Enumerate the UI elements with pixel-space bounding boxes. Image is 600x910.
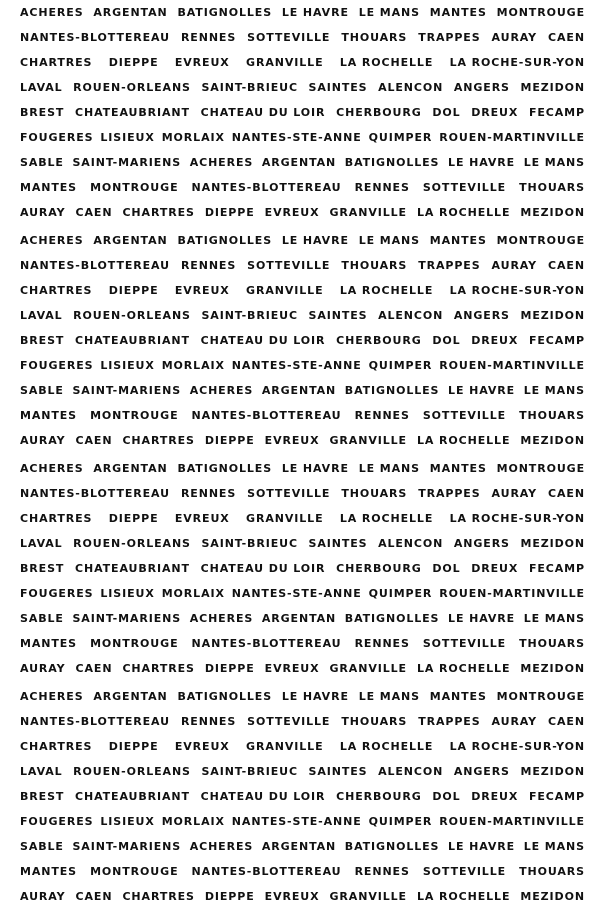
station-name: LE MANS (358, 690, 420, 703)
station-name: DREUX (471, 790, 519, 803)
station-name: MEZIDON (520, 434, 585, 447)
station-name: QUIMPER (368, 359, 433, 372)
station-name: DIEPPE (108, 512, 159, 525)
station-name: CHARTRES (122, 206, 195, 219)
station-name: THOUARS (341, 259, 408, 272)
station-name: CHARTRES (20, 740, 93, 753)
station-name: FECAMP (528, 562, 585, 575)
station-name: AURAY (20, 890, 66, 903)
station-name: RENNES (180, 715, 237, 728)
station-name: MONTROUGE (90, 181, 179, 194)
station-name: MEZIDON (520, 765, 585, 778)
station-line (20, 406, 585, 426)
station-name: GRANVILLE (246, 512, 324, 525)
station-name: AURAY (20, 662, 66, 675)
station-name: ACHERES (189, 384, 254, 397)
station-name: SAINT-MARIENS (72, 384, 182, 397)
station-name: SAINT-BRIEUC (201, 537, 298, 550)
station-name: BATIGNOLLES (344, 156, 440, 169)
station-name: QUIMPER (368, 587, 433, 600)
station-name: ARGENTAN (93, 462, 168, 475)
station-name: LE HAVRE (448, 840, 516, 853)
station-name: NANTES-BLOTTEREAU (20, 487, 170, 500)
station-name: ROUEN-ORLEANS (73, 309, 191, 322)
station-name: MORLAIX (161, 131, 225, 144)
station-name: LA ROCHELLE (339, 284, 434, 297)
station-name: MORLAIX (161, 359, 225, 372)
station-name: BATIGNOLLES (344, 612, 440, 625)
station-name: MANTES (20, 865, 78, 878)
station-name: SOTTEVILLE (422, 865, 507, 878)
station-name: EVREUX (174, 284, 230, 297)
station-name: CHERBOURG (336, 790, 422, 803)
station-name: CAEN (75, 206, 113, 219)
station-name: QUIMPER (368, 131, 433, 144)
station-name: MEZIDON (520, 206, 585, 219)
station-line (20, 634, 585, 654)
station-line (20, 153, 585, 173)
station-name: LE MANS (358, 462, 420, 475)
station-name: MANTES (20, 637, 78, 650)
station-name: FECAMP (528, 334, 585, 347)
station-name: SAINTES (308, 537, 368, 550)
station-line (20, 78, 585, 98)
station-name: MANTES (20, 409, 78, 422)
station-name: CHATEAU DU LOIR (200, 106, 326, 119)
station-name: EVREUX (174, 56, 230, 69)
station-name: BATIGNOLLES (177, 690, 273, 703)
station-name: CHARTRES (122, 434, 195, 447)
station-name: RENNES (180, 31, 237, 44)
station-name: SOTTEVILLE (247, 259, 331, 272)
station-name: BREST (20, 790, 65, 803)
station-line (20, 28, 585, 48)
station-name: DIEPPE (204, 206, 255, 219)
station-line (20, 331, 585, 351)
station-name: BATIGNOLLES (177, 6, 273, 19)
station-name: MONTROUGE (496, 462, 585, 475)
station-name: LE HAVRE (448, 612, 516, 625)
station-name: RENNES (180, 259, 237, 272)
station-name: MANTES (429, 234, 487, 247)
station-name: AURAY (491, 259, 538, 272)
station-line (20, 787, 585, 807)
station-name: SABLE (20, 840, 64, 853)
station-name: MONTROUGE (90, 865, 179, 878)
station-name: ACHERES (189, 156, 254, 169)
station-name: ROUEN-ORLEANS (73, 537, 191, 550)
station-name: LA ROCHELLE (416, 662, 511, 675)
station-name: EVREUX (264, 206, 320, 219)
station-name: THOUARS (519, 409, 585, 422)
station-name: CHARTRES (20, 284, 93, 297)
station-name: FOUGERES (20, 359, 94, 372)
station-name: LA ROCHELLE (416, 206, 511, 219)
station-name: THOUARS (519, 637, 585, 650)
station-name: FOUGERES (20, 131, 94, 144)
station-name: TRAPPES (418, 259, 481, 272)
station-line (20, 459, 585, 479)
station-line (20, 712, 585, 732)
station-name: ALENCON (378, 765, 444, 778)
station-name: SAINTES (308, 765, 368, 778)
station-name: CAEN (548, 487, 585, 500)
station-name: ARGENTAN (93, 6, 168, 19)
station-name: NANTES-BLOTTEREAU (191, 637, 342, 650)
station-name: NANTES-STE-ANNE (231, 131, 362, 144)
station-name: RENNES (180, 487, 237, 500)
station-line (20, 484, 585, 504)
station-name: LISIEUX (100, 131, 155, 144)
station-name: AURAY (491, 487, 538, 500)
station-line (20, 431, 585, 451)
station-name: BATIGNOLLES (177, 462, 273, 475)
station-name: DIEPPE (204, 662, 255, 675)
station-name: DIEPPE (108, 56, 159, 69)
station-name: MONTROUGE (496, 234, 585, 247)
station-name: ALENCON (378, 309, 444, 322)
station-name: ROUEN-MARTINVILLE (439, 131, 585, 144)
station-name: ARGENTAN (261, 840, 337, 853)
station-name: LE MANS (358, 234, 420, 247)
station-line (20, 128, 585, 148)
station-name: DIEPPE (108, 740, 159, 753)
station-name: LE HAVRE (448, 156, 516, 169)
station-name: GRANVILLE (246, 56, 324, 69)
station-name: DIEPPE (204, 434, 255, 447)
station-name: AURAY (20, 434, 66, 447)
station-name: SAINT-MARIENS (72, 156, 182, 169)
station-name: SOTTEVILLE (422, 409, 507, 422)
station-name: MEZIDON (520, 890, 585, 903)
station-name: CAEN (75, 434, 113, 447)
station-name: SAINT-BRIEUC (201, 81, 298, 94)
station-name: ARGENTAN (261, 384, 337, 397)
station-name: ARGENTAN (93, 234, 168, 247)
station-line (20, 356, 585, 376)
station-name: CHARTRES (20, 512, 93, 525)
station-name: ACHERES (20, 6, 84, 19)
station-name: CHATEAUBRIANT (74, 106, 190, 119)
station-name: ANGERS (453, 81, 510, 94)
station-name: QUIMPER (368, 815, 433, 828)
station-name: ANGERS (453, 309, 510, 322)
station-name: NANTES-BLOTTEREAU (20, 259, 170, 272)
station-name: CAEN (75, 662, 113, 675)
station-name: AURAY (20, 206, 66, 219)
station-name: LA ROCHE-SUR-YON (449, 512, 585, 525)
station-name: BATIGNOLLES (177, 234, 273, 247)
station-name: SAINT-MARIENS (72, 612, 182, 625)
station-line (20, 178, 585, 198)
station-name: FOUGERES (20, 815, 94, 828)
station-line (20, 659, 585, 679)
station-name: DREUX (471, 562, 519, 575)
station-name: THOUARS (519, 181, 585, 194)
station-name: ALENCON (378, 81, 444, 94)
station-name: LISIEUX (100, 815, 155, 828)
station-name: GRANVILLE (329, 206, 407, 219)
station-name: GRANVILLE (246, 284, 324, 297)
station-name: ROUEN-MARTINVILLE (439, 587, 585, 600)
station-name: BATIGNOLLES (344, 840, 440, 853)
station-name: MANTES (429, 6, 487, 19)
station-name: RENNES (354, 865, 410, 878)
station-name: CHARTRES (122, 890, 195, 903)
station-name: LE MANS (523, 384, 585, 397)
station-name: ARGENTAN (261, 612, 337, 625)
station-name: SABLE (20, 156, 64, 169)
station-name: NANTES-BLOTTEREAU (191, 409, 342, 422)
station-name: SOTTEVILLE (422, 637, 507, 650)
station-name: MEZIDON (520, 309, 585, 322)
station-name: DREUX (471, 334, 519, 347)
station-name: MEZIDON (520, 537, 585, 550)
station-name: CHATEAUBRIANT (74, 334, 190, 347)
station-name: LA ROCHELLE (416, 434, 511, 447)
station-name: MEZIDON (520, 81, 585, 94)
station-name: MONTROUGE (90, 637, 179, 650)
station-name: FOUGERES (20, 587, 94, 600)
station-name: CHATEAU DU LOIR (200, 334, 326, 347)
station-name: MANTES (429, 690, 487, 703)
station-line (20, 3, 585, 23)
station-name: SOTTEVILLE (247, 715, 331, 728)
station-line (20, 609, 585, 629)
station-name: LA ROCHELLE (416, 890, 511, 903)
station-name: MEZIDON (520, 662, 585, 675)
station-name: NANTES-STE-ANNE (231, 587, 362, 600)
station-name: LAVAL (20, 537, 63, 550)
station-name: EVREUX (264, 662, 320, 675)
station-name: GRANVILLE (329, 890, 407, 903)
station-name: ANGERS (453, 537, 510, 550)
station-name: RENNES (354, 409, 410, 422)
station-line (20, 887, 585, 907)
station-name: SAINTES (308, 81, 368, 94)
station-line (20, 737, 585, 757)
station-name: FECAMP (528, 106, 585, 119)
station-name: MORLAIX (161, 587, 225, 600)
station-line (20, 306, 585, 326)
station-name: LE MANS (523, 612, 585, 625)
station-name: ROUEN-MARTINVILLE (439, 359, 585, 372)
station-name: LISIEUX (100, 359, 155, 372)
station-name: MONTROUGE (90, 409, 179, 422)
station-line (20, 509, 585, 529)
station-name: LAVAL (20, 765, 63, 778)
station-name: DOL (432, 790, 461, 803)
station-name: ACHERES (20, 234, 84, 247)
station-name: LE HAVRE (281, 234, 349, 247)
station-name: EVREUX (174, 512, 230, 525)
station-name: TRAPPES (418, 31, 481, 44)
station-name: ROUEN-ORLEANS (73, 81, 191, 94)
station-name: LA ROCHELLE (339, 512, 434, 525)
station-name: CHARTRES (122, 662, 195, 675)
station-name: RENNES (354, 637, 410, 650)
station-name: NANTES-BLOTTEREAU (191, 181, 342, 194)
station-name: NANTES-BLOTTEREAU (20, 31, 170, 44)
station-name: MORLAIX (161, 815, 225, 828)
station-name: FECAMP (528, 790, 585, 803)
station-line (20, 103, 585, 123)
station-name: LA ROCHE-SUR-YON (449, 56, 585, 69)
station-name: MONTROUGE (496, 6, 585, 19)
station-name: SAINT-MARIENS (72, 840, 182, 853)
station-name: BATIGNOLLES (344, 384, 440, 397)
station-name: ACHERES (20, 690, 84, 703)
station-name: CAEN (548, 31, 585, 44)
station-name: THOUARS (341, 31, 408, 44)
station-name: NANTES-BLOTTEREAU (20, 715, 170, 728)
station-name: CAEN (548, 259, 585, 272)
station-name: CHERBOURG (336, 334, 422, 347)
station-line (20, 256, 585, 276)
station-name: LAVAL (20, 309, 63, 322)
station-name: CAEN (75, 890, 113, 903)
station-name: GRANVILLE (329, 662, 407, 675)
station-name: LA ROCHE-SUR-YON (449, 284, 585, 297)
station-name: CHATEAUBRIANT (74, 562, 190, 575)
station-name: AURAY (491, 715, 538, 728)
station-name: LE HAVRE (281, 462, 349, 475)
station-name: CHATEAU DU LOIR (200, 790, 326, 803)
station-name: MONTROUGE (496, 690, 585, 703)
station-name: LE MANS (523, 840, 585, 853)
station-name: ACHERES (20, 462, 84, 475)
station-line (20, 762, 585, 782)
station-name: ACHERES (189, 612, 254, 625)
station-name: NANTES-STE-ANNE (231, 815, 362, 828)
station-name: ANGERS (453, 765, 510, 778)
station-name: ARGENTAN (93, 690, 168, 703)
station-name: EVREUX (174, 740, 230, 753)
station-line (20, 534, 585, 554)
station-name: TRAPPES (418, 715, 481, 728)
station-name: DOL (432, 334, 461, 347)
station-name: SABLE (20, 612, 64, 625)
station-name: CHERBOURG (336, 562, 422, 575)
station-line (20, 231, 585, 251)
station-name: MANTES (20, 181, 78, 194)
station-name: CAEN (548, 715, 585, 728)
station-name: CHARTRES (20, 56, 93, 69)
station-name: ARGENTAN (261, 156, 337, 169)
station-line (20, 281, 585, 301)
station-name: BREST (20, 334, 65, 347)
station-name: DREUX (471, 106, 519, 119)
station-name: LA ROCHELLE (339, 56, 434, 69)
station-name: EVREUX (264, 434, 320, 447)
station-name: THOUARS (341, 715, 408, 728)
station-name: SAINT-BRIEUC (201, 309, 298, 322)
station-name: SAINTES (308, 309, 368, 322)
station-name: LE HAVRE (281, 6, 349, 19)
station-line (20, 862, 585, 882)
station-name: LAVAL (20, 81, 63, 94)
station-name: TRAPPES (418, 487, 481, 500)
station-line (20, 837, 585, 857)
station-name: DIEPPE (204, 890, 255, 903)
station-name: ROUEN-ORLEANS (73, 765, 191, 778)
station-name: LE MANS (523, 156, 585, 169)
station-name: LA ROCHE-SUR-YON (449, 740, 585, 753)
station-name: DIEPPE (108, 284, 159, 297)
station-name: ROUEN-MARTINVILLE (439, 815, 585, 828)
station-name: ACHERES (189, 840, 254, 853)
station-name: LE MANS (358, 6, 420, 19)
station-name: GRANVILLE (329, 434, 407, 447)
station-name: GRANVILLE (246, 740, 324, 753)
station-name: LE HAVRE (281, 690, 349, 703)
station-line (20, 584, 585, 604)
station-name: LE HAVRE (448, 384, 516, 397)
station-name: THOUARS (341, 487, 408, 500)
station-name: LISIEUX (100, 587, 155, 600)
station-name: THOUARS (519, 865, 585, 878)
station-line (20, 381, 585, 401)
station-name: NANTES-BLOTTEREAU (191, 865, 342, 878)
station-name: AURAY (491, 31, 538, 44)
station-name: CHATEAUBRIANT (74, 790, 190, 803)
station-name: NANTES-STE-ANNE (231, 359, 362, 372)
station-line (20, 812, 585, 832)
station-name: SOTTEVILLE (247, 487, 331, 500)
station-name: RENNES (354, 181, 410, 194)
station-name: SOTTEVILLE (422, 181, 507, 194)
station-name: CHERBOURG (336, 106, 422, 119)
station-name: BREST (20, 562, 65, 575)
station-name: MANTES (429, 462, 487, 475)
station-name: CHATEAU DU LOIR (200, 562, 326, 575)
station-name: ALENCON (378, 537, 444, 550)
station-line (20, 687, 585, 707)
station-line (20, 559, 585, 579)
station-name: DOL (432, 106, 461, 119)
station-line (20, 53, 585, 73)
station-name: SABLE (20, 384, 64, 397)
station-name: BREST (20, 106, 65, 119)
station-name: LA ROCHELLE (339, 740, 434, 753)
station-line (20, 203, 585, 223)
station-name: SAINT-BRIEUC (201, 765, 298, 778)
station-name: SOTTEVILLE (247, 31, 331, 44)
station-name: DOL (432, 562, 461, 575)
station-name: EVREUX (264, 890, 320, 903)
